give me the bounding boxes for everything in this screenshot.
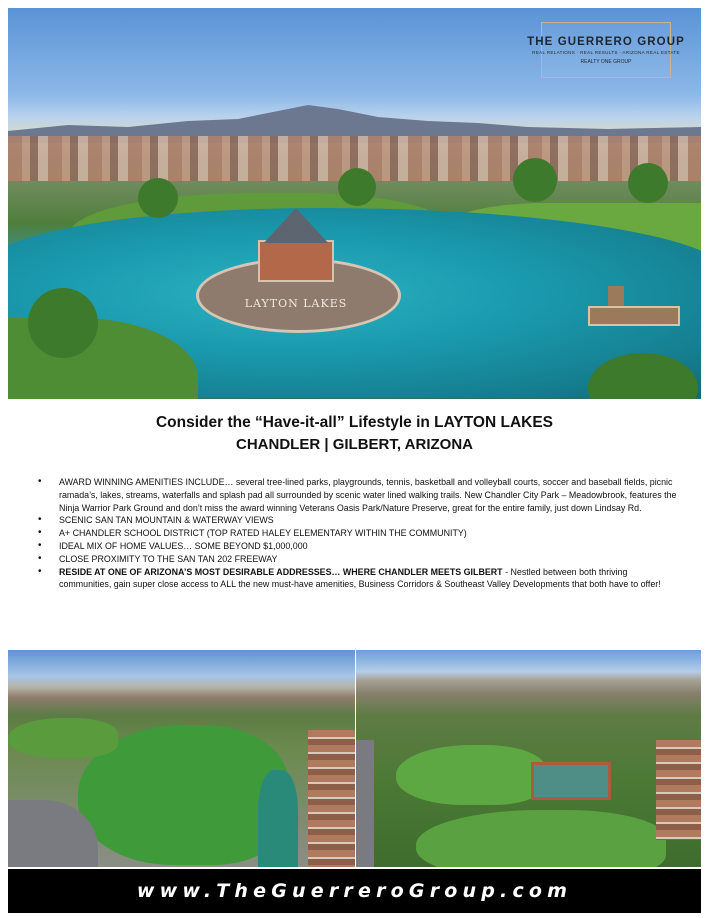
bullet-text: CLOSE PROXIMITY TO THE SAN TAN 202 FREEWAY [59,553,278,564]
bullet-text: A+ CHANDLER SCHOOL DISTRICT (TOP RATED HALEY ELEMENTARY WITHIN THE COMMUNITY) [59,528,467,539]
hero-photo [8,8,701,399]
dock [588,306,680,326]
tree [338,168,376,206]
tennis-court [531,762,611,800]
green-field [8,718,118,758]
tree [628,163,668,203]
tree [28,288,98,358]
list-item [38,514,678,527]
gazebo [258,240,334,282]
houses-row [656,740,701,840]
park-aerial-photo-left [8,650,355,867]
green-field [416,810,666,867]
headline: Consider the “Have-it-all” Lifestyle in LAYTON LAKES [155,414,554,431]
logo-title: THE GUERRERO GROUP [527,35,685,48]
layton-lakes-sign: LAYTON LAKES [244,296,348,310]
list-item [38,553,678,566]
list-item [38,540,678,553]
footer-bar [8,869,701,913]
bullet-text: - Nestled between both thriving communities, gain super close access to ALL the new must-have amenities, Business Corridors & Southeast Valley Developments that both have to offer! [59,566,661,590]
bullet-text: SCENIC SAN TAN MOUNTAIN & WATERWAY VIEWS [59,515,274,526]
waterway [258,770,298,867]
tree [138,178,178,218]
bullet-text: IDEAL MIX OF HOME VALUES… SOME BEYOND $1,000,000 [59,540,308,551]
bullet-text: AWARD WINNING AMENITIES INCLUDE… several tree-lined parks, playgrounds, tennis, basketball and volleyball courts, soccer and baseball fields, picnic ramada’s, lakes, streams, waterfalls and splash pad all surrounded by scenic water lined walking trails. New Chandler City Park – Meadowbrook, features the Ninja Warrior Park Ground and don’t miss the award winning Veterans Oasis Park/Nature Preserve, great for the entire family, just down Lindsay Rd. [59,477,677,513]
houses-row [308,730,355,867]
subheadline: CHANDLER | GILBERT, ARIZONA [236,436,473,453]
green-field [396,745,546,805]
list-item [38,476,678,514]
road [356,740,374,867]
amenities-list [38,476,678,591]
park-aerial-photo-right [356,650,701,867]
tree [513,158,557,202]
bullet-lead: RESIDE AT ONE OF ARIZONA’S MOST DESIRABLE ADDRESSES… WHERE CHANDLER MEETS GILBERT [59,566,503,577]
list-item [38,527,678,540]
guerrero-group-logo [527,22,685,78]
website-link[interactable]: www.TheGuerreroGroup.com [136,880,573,902]
logo-tagline: REAL RELATIONS · REAL RESULTS · ARIZONA REAL ESTATE [532,49,680,55]
logo-brokerage: REALTY ONE GROUP [580,58,632,65]
list-item [38,566,678,592]
